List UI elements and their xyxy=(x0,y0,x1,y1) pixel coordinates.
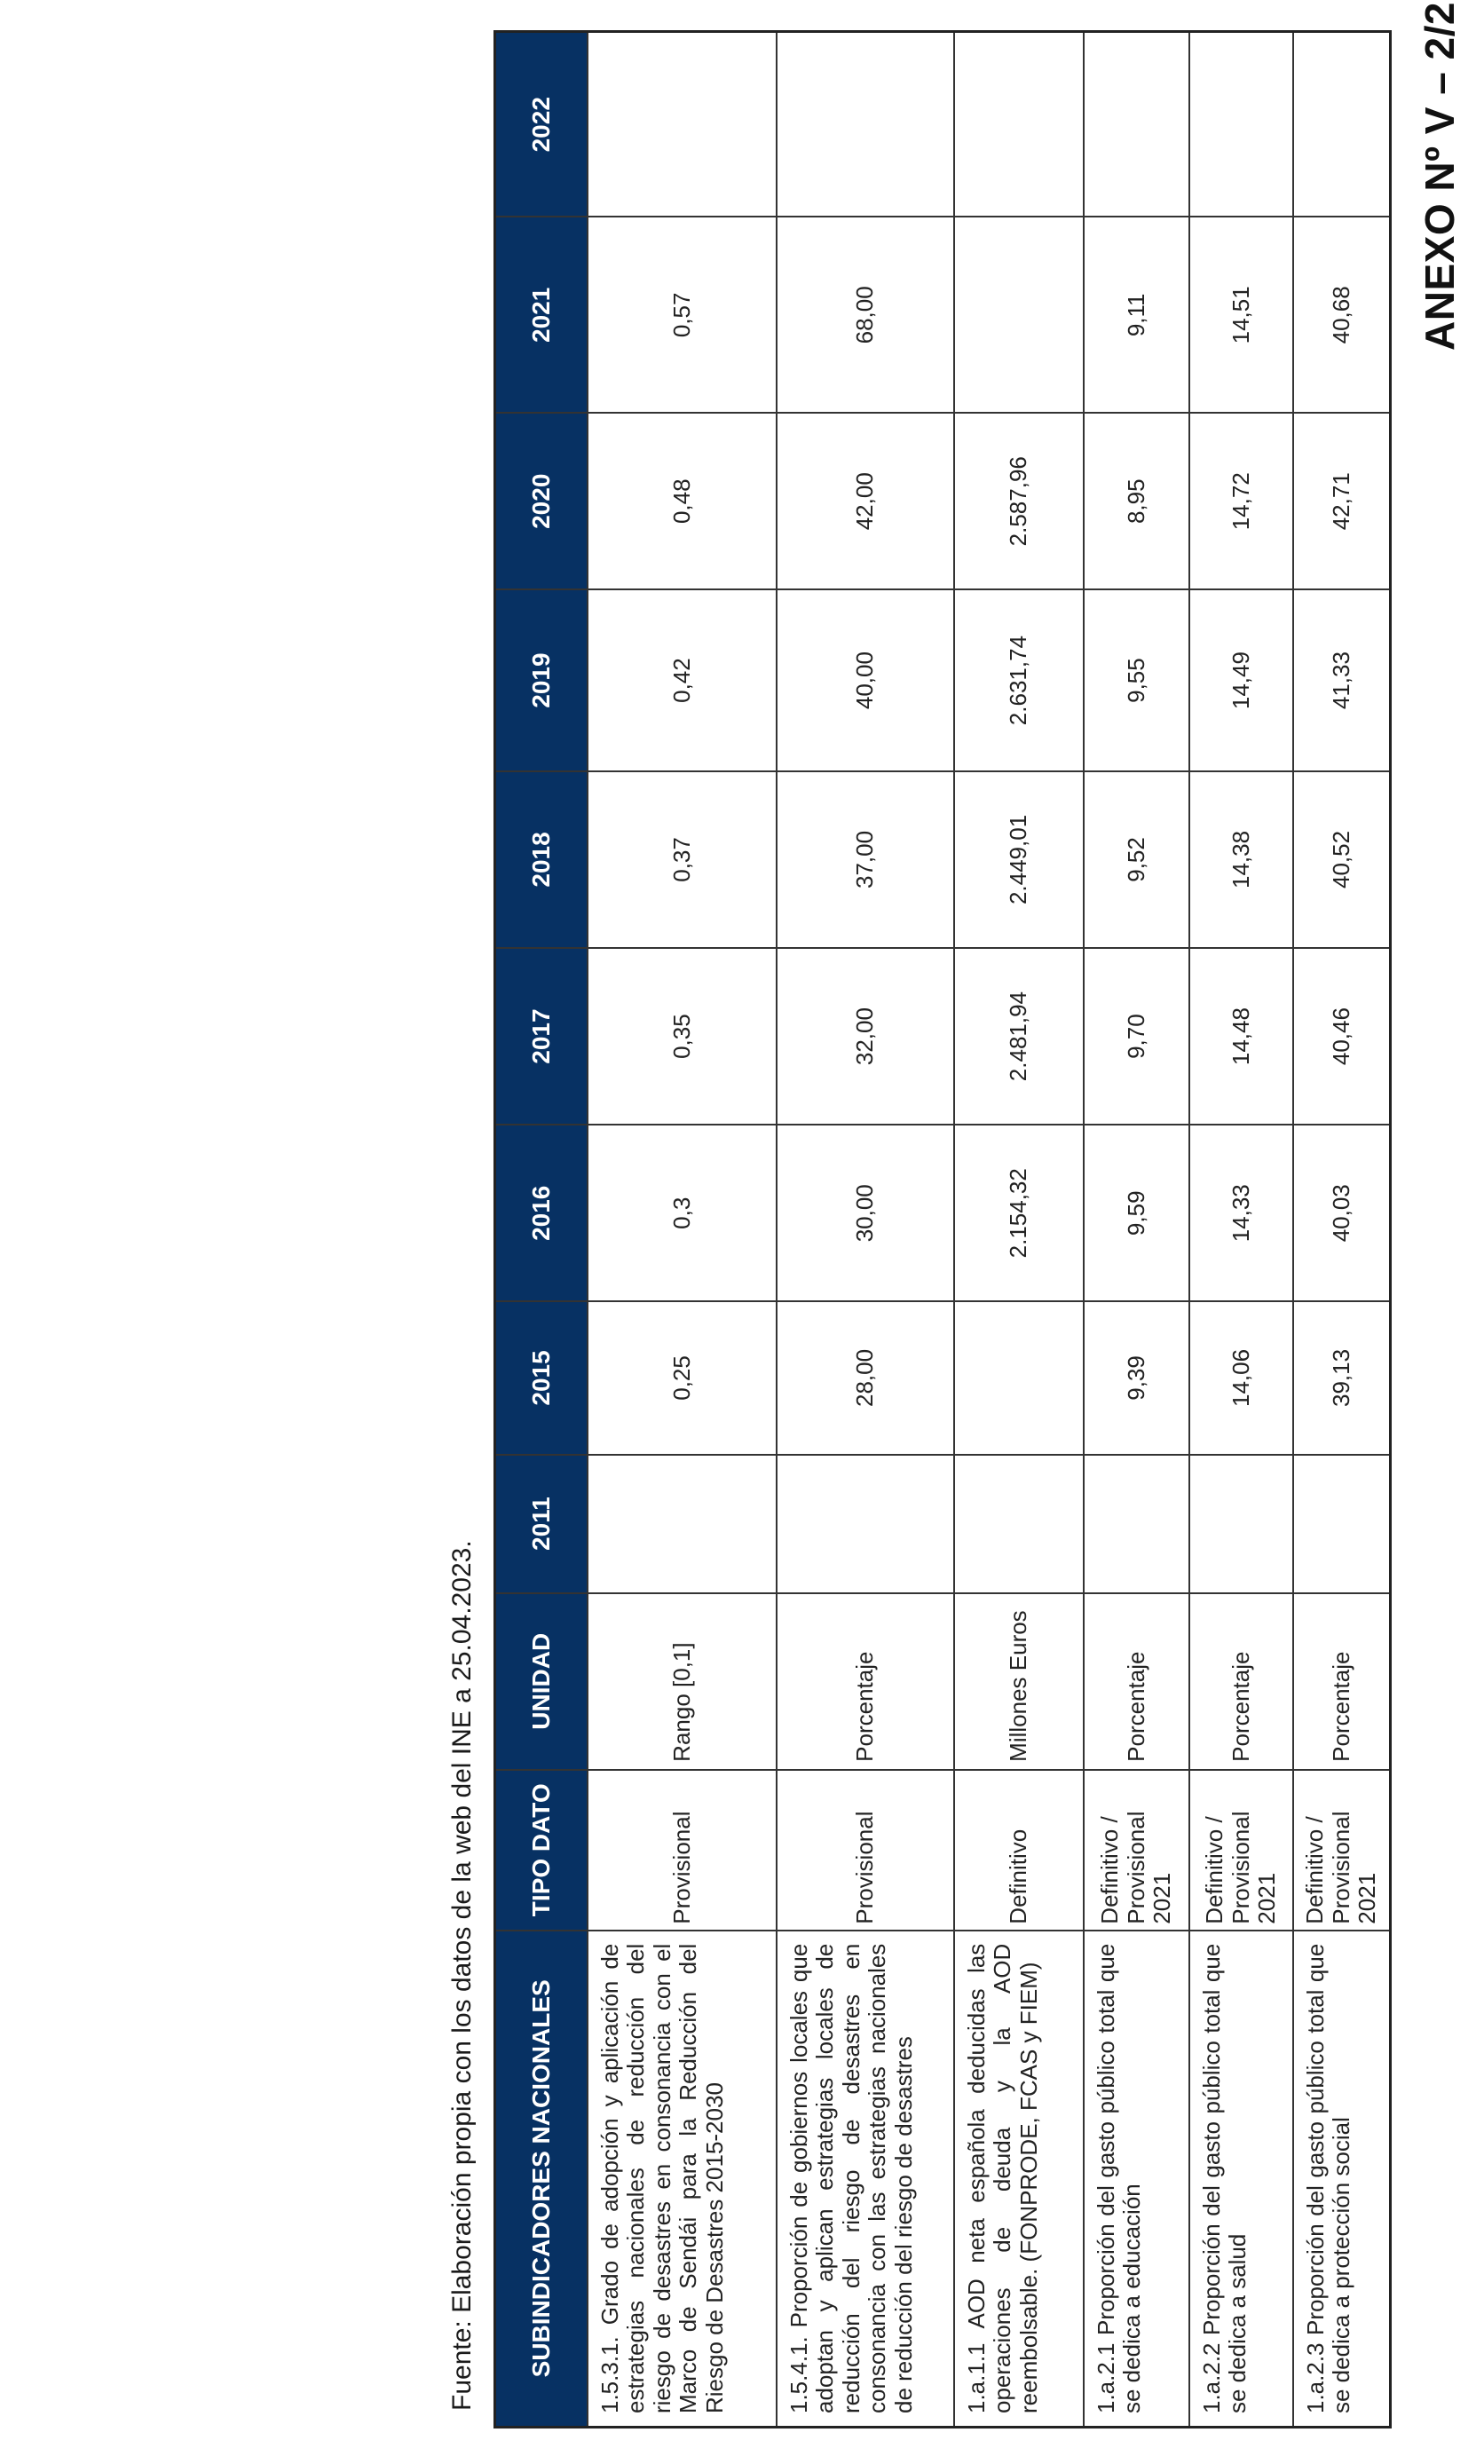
unidad-cell: Porcentaje xyxy=(777,1593,954,1770)
value-2017: 0,35 xyxy=(588,948,777,1125)
subindicator-description: 1.5.4.1. Proporción de gobiernos locales que adoptan y aplican estrategias locales de reducción del riesgo de desastres en consonancia con las estrategias nacionales de reducción del riesgo de desastres xyxy=(777,1931,954,2428)
value-2015: 9,39 xyxy=(1084,1301,1189,1454)
annex-title: ANEXO Nº V – 2/2 xyxy=(1417,2,1463,351)
header-year-2015: 2015 xyxy=(495,1301,588,1454)
value-2011 xyxy=(588,1455,777,1593)
value-2017: 32,00 xyxy=(777,948,954,1125)
subindicator-description: 1.a.1.1 AOD neta española deducidas las operaciones de deuda y la AOD reembolsable. (FONPRODE, FCAS y FIEM) xyxy=(954,1931,1084,2428)
table-header-row xyxy=(495,32,588,2428)
subindicator-description: 1.a.2.1 Proporción del gasto público total que se dedica a educación xyxy=(1084,1931,1189,2428)
value-2018: 0,37 xyxy=(588,771,777,948)
value-2015 xyxy=(954,1301,1084,1454)
subindicator-description: 1.a.2.3 Proporción del gasto público total que se dedica a protección social xyxy=(1293,1931,1390,2428)
value-2015: 14,06 xyxy=(1189,1301,1293,1454)
unidad-cell: Porcentaje xyxy=(1189,1593,1293,1770)
value-2018: 14,38 xyxy=(1189,771,1293,948)
value-2017: 14,48 xyxy=(1189,948,1293,1125)
table-row xyxy=(1293,32,1390,2428)
value-2021: 40,68 xyxy=(1293,217,1390,413)
value-2015: 0,25 xyxy=(588,1301,777,1454)
value-2011 xyxy=(1084,1455,1189,1593)
value-2022 xyxy=(1084,32,1189,217)
value-2016: 30,00 xyxy=(777,1125,954,1301)
value-2016: 9,59 xyxy=(1084,1125,1189,1301)
header-unidad: UNIDAD xyxy=(495,1593,588,1770)
header-year-2020: 2020 xyxy=(495,413,588,589)
value-2018: 9,52 xyxy=(1084,771,1189,948)
value-2021: 14,51 xyxy=(1189,217,1293,413)
value-2017: 40,46 xyxy=(1293,948,1390,1125)
tipo-dato-cell: Definitivo / Provisional 2021 xyxy=(1293,1770,1390,1931)
value-2011 xyxy=(1293,1455,1390,1593)
unidad-cell: Millones Euros xyxy=(954,1593,1084,1770)
unidad-cell: Rango [0,1] xyxy=(588,1593,777,1770)
value-2019: 40,00 xyxy=(777,589,954,771)
value-2020: 14,72 xyxy=(1189,413,1293,589)
value-2020: 0,48 xyxy=(588,413,777,589)
value-2017: 2.481,94 xyxy=(954,948,1084,1125)
header-year-2021: 2021 xyxy=(495,217,588,413)
subindicator-description: 1.a.2.2 Proporción del gasto público total que se dedica a salud xyxy=(1189,1931,1293,2428)
unidad-cell: Porcentaje xyxy=(1293,1593,1390,1770)
value-2022 xyxy=(1189,32,1293,217)
value-2021: 9,11 xyxy=(1084,217,1189,413)
subindicators-table xyxy=(493,30,1392,2428)
value-2020: 8,95 xyxy=(1084,413,1189,589)
header-tipo-dato: TIPO DATO xyxy=(495,1770,588,1931)
table-row xyxy=(1189,32,1293,2428)
value-2015: 28,00 xyxy=(777,1301,954,1454)
value-2015: 39,13 xyxy=(1293,1301,1390,1454)
header-year-2018: 2018 xyxy=(495,771,588,948)
header-subindicators: SUBINDICADORES NACIONALES xyxy=(495,1931,588,2428)
value-2016: 0,3 xyxy=(588,1125,777,1301)
value-2019: 41,33 xyxy=(1293,589,1390,771)
value-2019: 0,42 xyxy=(588,589,777,771)
value-2018: 40,52 xyxy=(1293,771,1390,948)
unidad-cell: Porcentaje xyxy=(1084,1593,1189,1770)
source-footnote: Fuente: Elaboración propia con los datos de la web del INE a 25.04.2023. xyxy=(447,1540,477,2411)
header-year-2016: 2016 xyxy=(495,1125,588,1301)
value-2011 xyxy=(954,1455,1084,1593)
header-year-2017: 2017 xyxy=(495,948,588,1125)
value-2019: 9,55 xyxy=(1084,589,1189,771)
header-year-2022: 2022 xyxy=(495,32,588,217)
value-2019: 2.631,74 xyxy=(954,589,1084,771)
table-row xyxy=(588,32,777,2428)
value-2022 xyxy=(588,32,777,217)
tipo-dato-cell: Provisional xyxy=(777,1770,954,1931)
value-2017: 9,70 xyxy=(1084,948,1189,1125)
header-year-2011: 2011 xyxy=(495,1455,588,1593)
value-2016: 2.154,32 xyxy=(954,1125,1084,1301)
value-2021: 68,00 xyxy=(777,217,954,413)
value-2021 xyxy=(954,217,1084,413)
table-row xyxy=(954,32,1084,2428)
value-2016: 40,03 xyxy=(1293,1125,1390,1301)
subindicator-description: 1.5.3.1. Grado de adopción y aplicación de estrategias nacionales de reducción del riesgo de desastres en consonancia con el Marco de Sendái para la Reducción del Riesgo de Desastres 2015-2030 xyxy=(588,1931,777,2428)
value-2018: 37,00 xyxy=(777,771,954,948)
value-2020: 42,00 xyxy=(777,413,954,589)
tipo-dato-cell: Definitivo / Provisional 2021 xyxy=(1189,1770,1293,1931)
value-2020: 42,71 xyxy=(1293,413,1390,589)
value-2016: 14,33 xyxy=(1189,1125,1293,1301)
value-2020: 2.587,96 xyxy=(954,413,1084,589)
value-2011 xyxy=(1189,1455,1293,1593)
value-2019: 14,49 xyxy=(1189,589,1293,771)
tipo-dato-cell: Definitivo xyxy=(954,1770,1084,1931)
value-2022 xyxy=(1293,32,1390,217)
value-2022 xyxy=(777,32,954,217)
value-2021: 0,57 xyxy=(588,217,777,413)
table-row xyxy=(1084,32,1189,2428)
tipo-dato-cell: Provisional xyxy=(588,1770,777,1931)
value-2018: 2.449,01 xyxy=(954,771,1084,948)
value-2011 xyxy=(777,1455,954,1593)
header-year-2019: 2019 xyxy=(495,589,588,771)
value-2022 xyxy=(954,32,1084,217)
table-row xyxy=(777,32,954,2428)
tipo-dato-cell: Definitivo / Provisional 2021 xyxy=(1084,1770,1189,1931)
